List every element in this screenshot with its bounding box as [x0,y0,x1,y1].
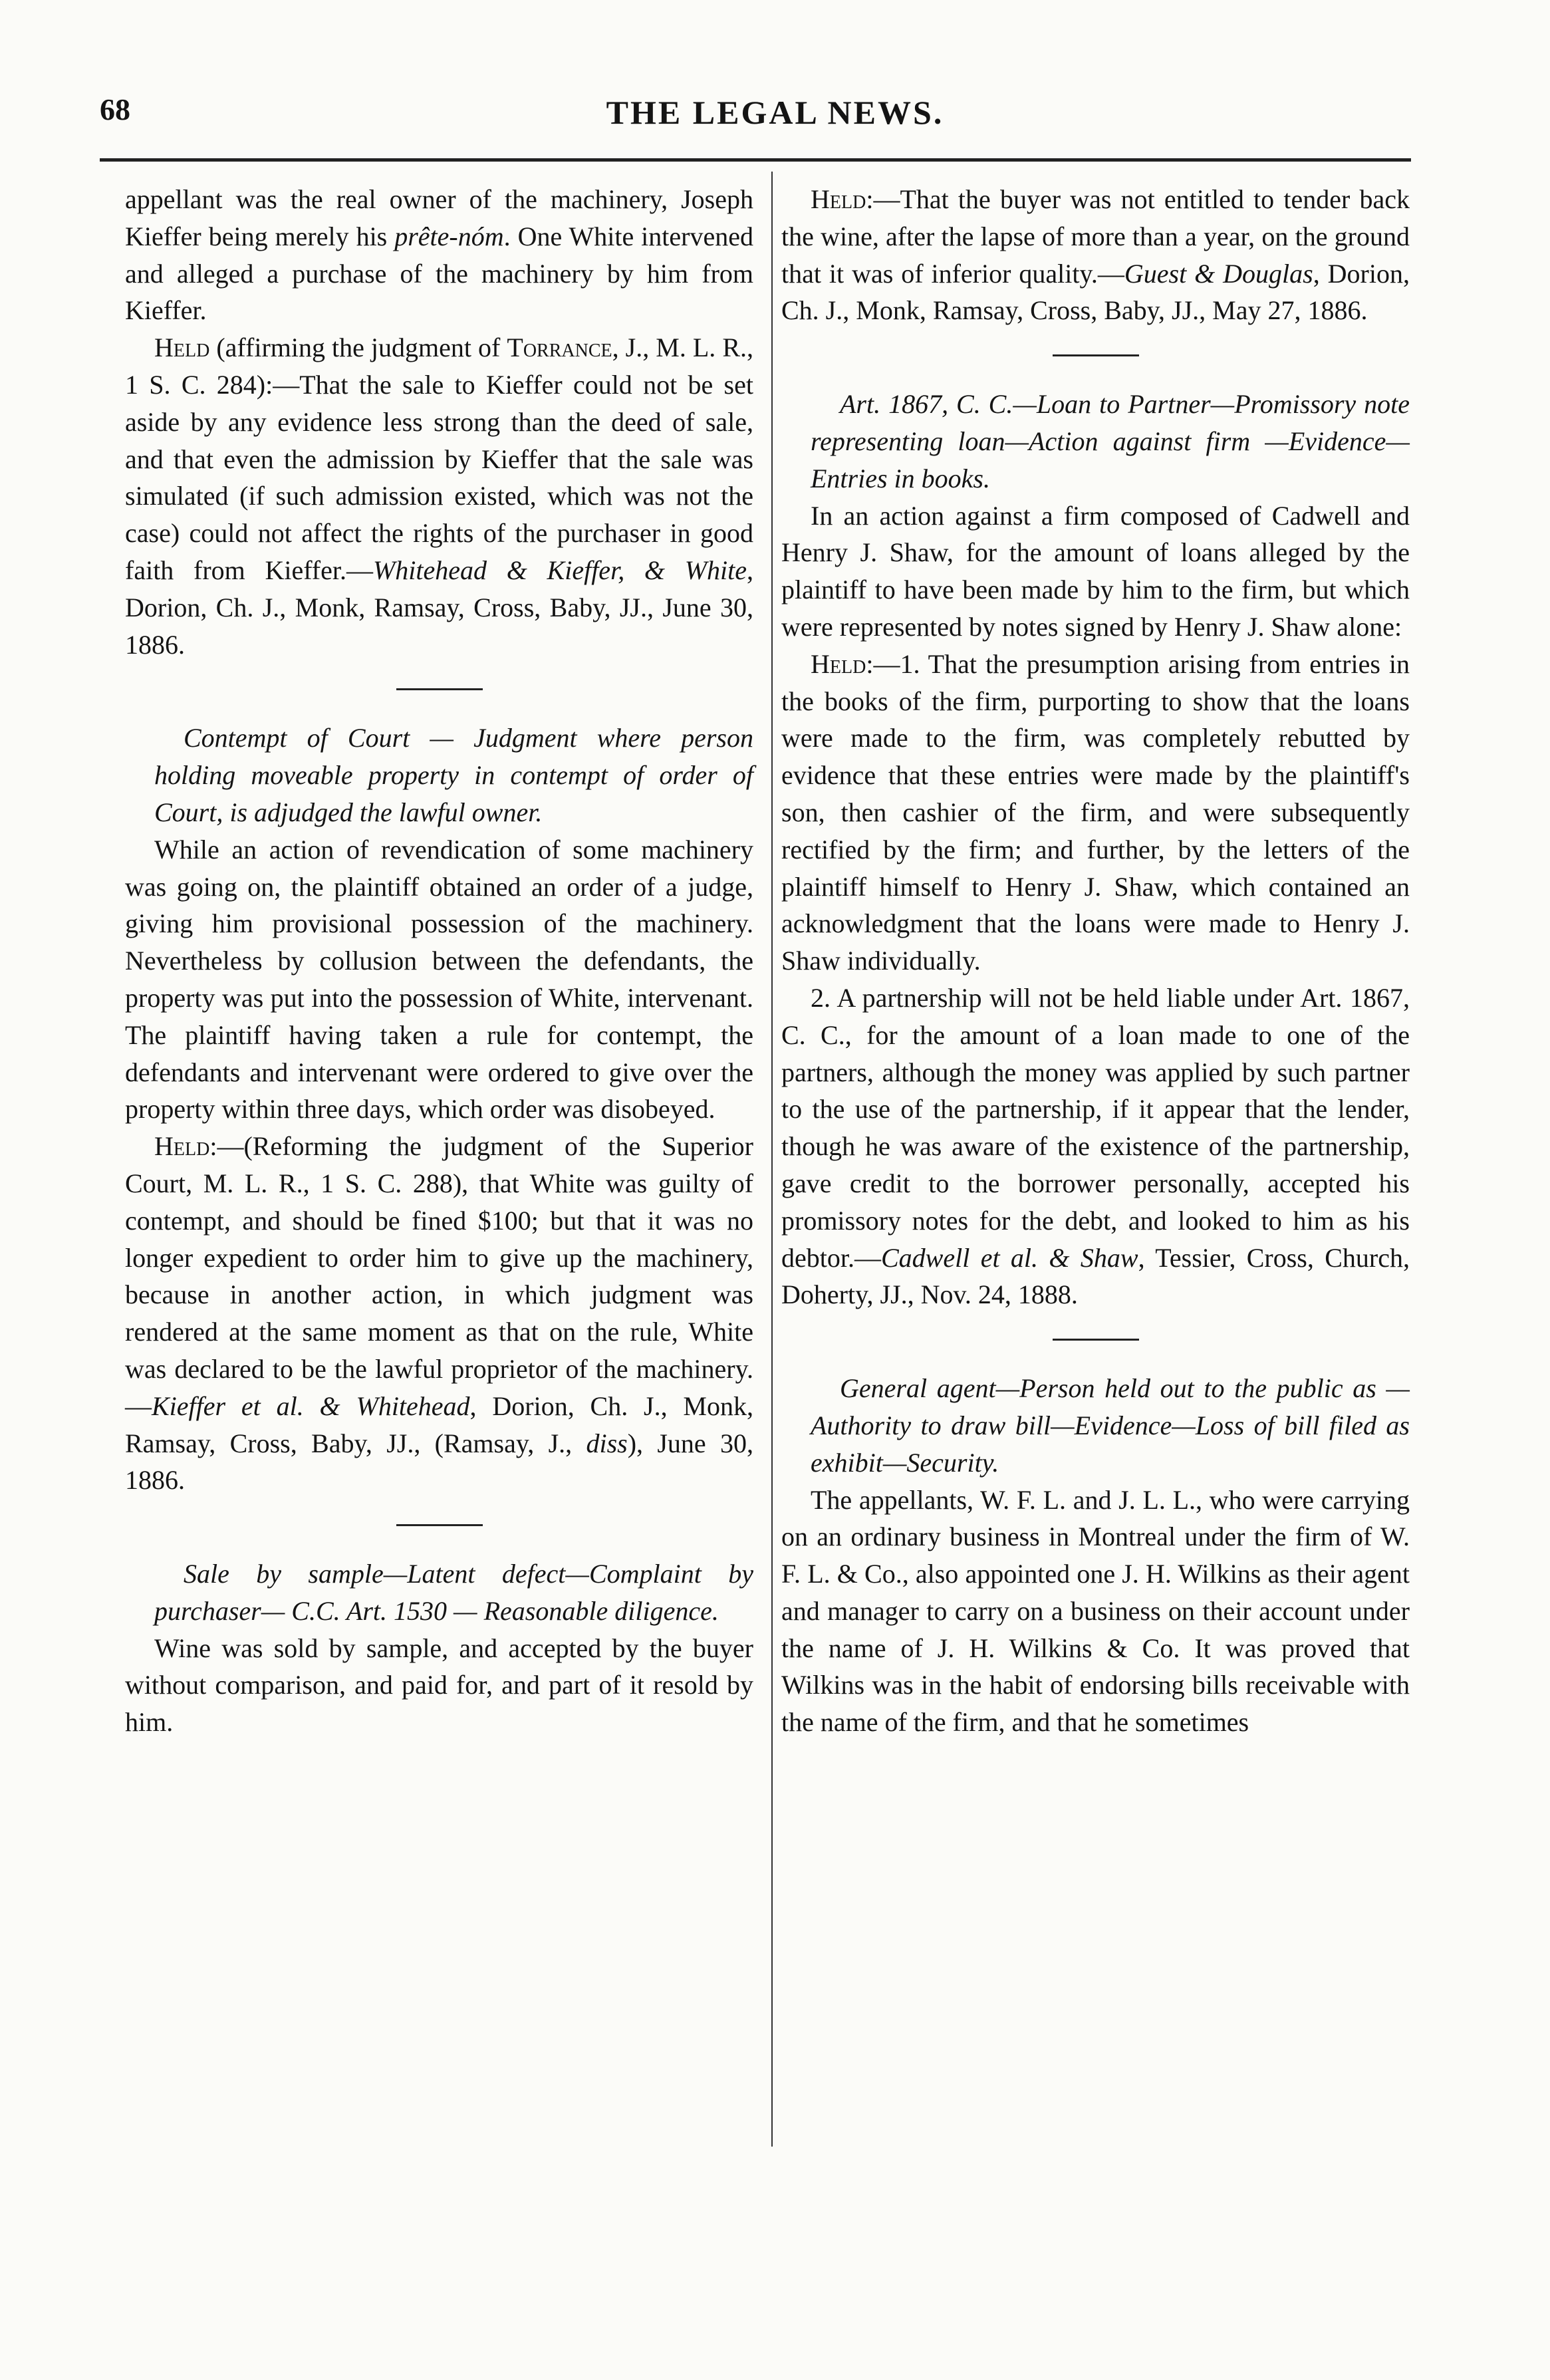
right-paragraph-4 [781,980,1410,1313]
section-divider [396,688,483,690]
header-rule [100,158,1411,162]
paragraph-text: , Dorion, Ch. J., Monk, Ramsay, Cross, Baby, JJ., June 30, 1886. [125,555,753,660]
paragraph-text: :—1. That the presumption arising from entries in the books of the firm, purporting to show that the loans were made to the firm, was completely rebutted by evidence that these entries were made by the plaintiff's son, then cashier of the firm, and were subsequently rectified by the firm; and further, by the letters of the plaintiff himself to Henry J. Shaw, which contained an acknowledgment that the loans were made to Henry J. Shaw individually. [781,648,1410,976]
section-divider [396,1524,483,1526]
column-rule [771,172,773,2147]
paragraph-text: (affirming the judgment of [209,332,507,363]
held-label: Held [811,184,866,214]
left-column [125,181,753,1741]
held-label: Held [811,648,866,679]
held-label: Held [154,332,210,363]
headnote-general-agent: General agent—Person held out to the public as —Authority to draw bill—Evidence—Loss of bill filed as exhibit—Security. [811,1373,1410,1478]
dissent-note: diss [586,1428,628,1458]
right-paragraph-1 [781,181,1410,329]
judge-name: Torrance [507,332,612,363]
right-paragraph-2: In an action against a firm composed of Cadwell and Henry J. Shaw, for the amount of loans alleged by the plaintiff to have been made by him to the firm, but which were represented by notes signed by Henry J. Shaw alone: [781,500,1410,642]
paragraph-text: :—(Reforming the judgment of the Superior Court, M. L. R., 1 S. C. 288), that White was guilty of contempt, and should be fined $100; but that it was no longer expedient to order him to give up the machinery, because in another action, in which judgment was rendered at the same moment as that on the rule, White was declared to be the lawful proprietor of the machinery.— [125,1131,753,1421]
paragraph-text: , Dorion, Ch. J., Monk, Ramsay, Cross, Baby, JJ., (Ramsay, J., [125,1390,753,1458]
right-paragraph-3 [781,646,1410,980]
case-citation: Cadwell et al. & Shaw [880,1242,1138,1273]
paragraph-text: ), June 30, 1886. [125,1428,754,1496]
paragraph-text: :—That the buyer was not entitled to tender back the wine, after the lapse of more than a year, on the ground that it was of inferior quality.— [781,184,1410,289]
case-citation: Whitehead & Kieffer, & White [372,555,747,585]
headnote-sale-by-sample: Sale by sample—Latent defect—Complaint by purchaser— C.C. Art. 1530 — Reasonable diligence. [154,1559,753,1626]
page-number: 68 [100,92,130,126]
section-divider [1053,1339,1139,1341]
section-divider [1053,354,1139,356]
paragraph-text: , Dorion, Ch. J., Monk, Ramsay, Cross, Baby, JJ., May 27, 1886. [781,258,1410,326]
left-paragraph-4 [125,1128,753,1499]
held-label: Held [154,1131,210,1162]
left-paragraph-2 [125,329,753,663]
case-citation: Guest & Douglas [1124,258,1313,289]
running-head: THE LEGAL NEWS. [606,94,944,131]
case-citation: Kieffer et al. & Whitehead [152,1390,470,1421]
paragraph-text: appellant was the real owner of the machinery, Joseph Kieffer being merely his [125,184,753,251]
paragraph-text: , J., M. L. R., 1 S. C. 284):—That the sale to Kieffer could not be set aside by any evidence less strong than the deed of sale, and that even the admission by Kieffer that the sale was simulated (if such admission existed, which was not the case) could not affect the rights of the purchaser in good faith from Kieffer.— [125,332,753,585]
paragraph-text: 2. A partnership will not be held liable under Art. 1867, C. C., for the amount of a loan made to one of the partners, although the money was applied by such partner to the use of the partnership, if it appear that the lender, though he was aware of the existence of the partnership, gave credit to the borrower personally, accepted his promissory notes for the debt, and looked to him as his debtor.— [781,982,1410,1273]
left-paragraph-1 [125,181,753,329]
headnote-loan-to-partner: Art. 1867, C. C.—Loan to Partner—Promissory note representing loan—Action against firm —Evidence—Entries in books. [811,389,1410,493]
left-paragraph-3: While an action of revendication of some machinery was going on, the plaintiff obtained an order of a judge, giving him provisional possession of the machinery. Nevertheless by collusion between the defendants, the property was put into the possession of White, intervenant. The plaintiff having taken a rule for contempt, the defendants and intervenant were ordered to give over the property within three days, which order was disobeyed. [125,834,753,1124]
paragraph-text: . One White intervened and alleged a purchase of the machinery by him from Kieffer. [125,221,753,326]
italic-term: prête-nóm [394,221,504,251]
paragraph-text: , Tessier, Cross, Church, Doherty, JJ., Nov. 24, 1888. [781,1242,1410,1310]
right-paragraph-5: The appellants, W. F. L. and J. L. L., who were carrying on an ordinary business in Montreal under the firm of W. F. L. & Co., also appointed one J. H. Wilkins as their agent and manager to carry on a business on their account under the name of J. H. Wilkins & Co. It was proved that Wilkins was in the habit of endorsing bills receivable with the name of the firm, and that he sometimes [781,1484,1410,1738]
headnote-contempt-of-court: Contempt of Court — Judgment where person holding moveable property in contempt of order of Court, is adjudged the lawful owner. [154,723,753,827]
right-column [781,181,1410,1741]
left-paragraph-5: Wine was sold by sample, and accepted by the buyer without comparison, and paid for, and part of it resold by him. [125,1633,753,1738]
